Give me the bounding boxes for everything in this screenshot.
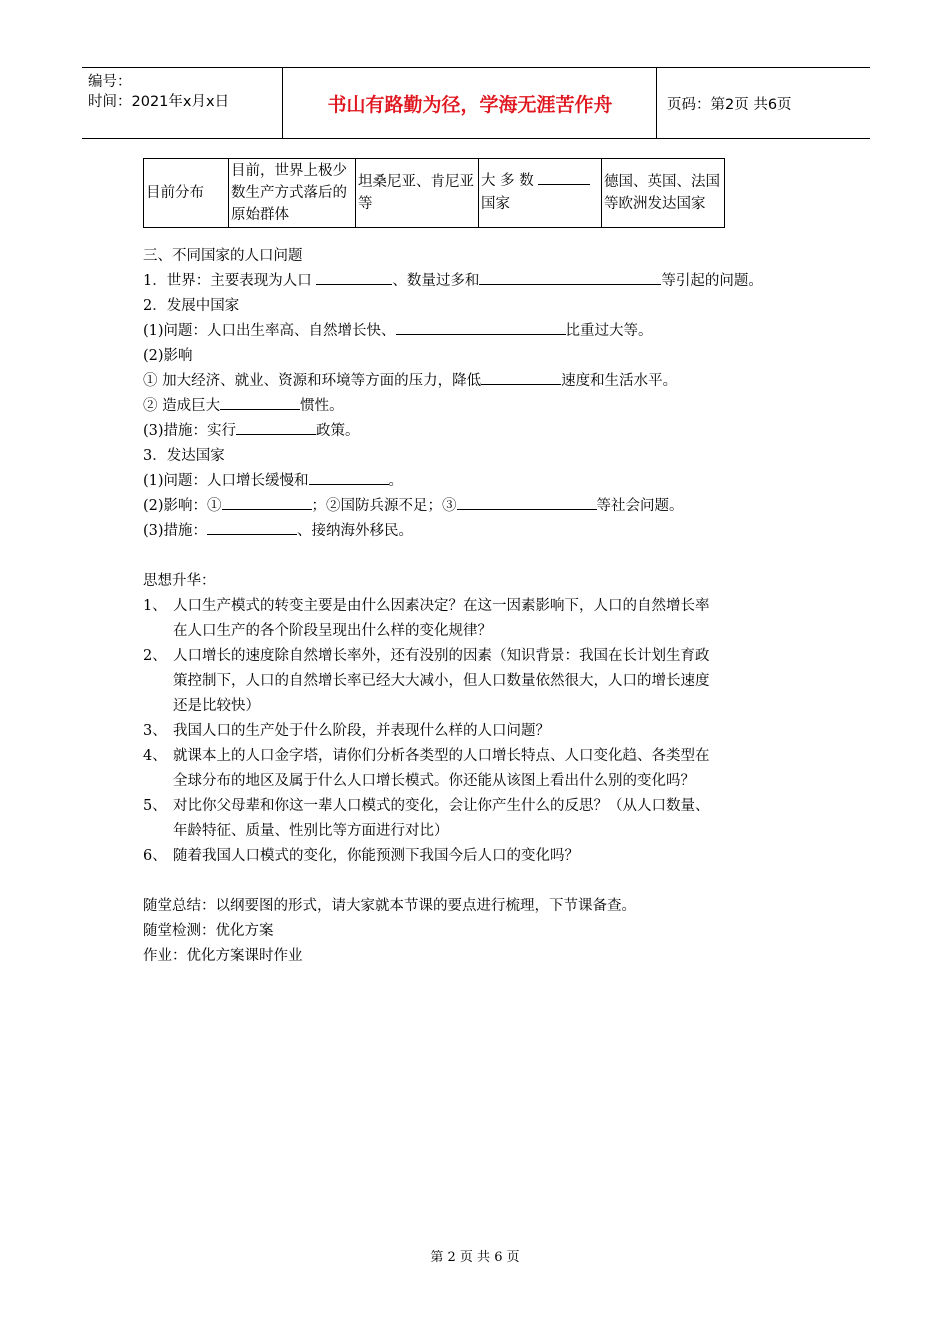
fill-blank bbox=[236, 420, 316, 435]
dvd-impact-line: (2)影响：① ；②国防兵源不足；③ 等社会问题。 bbox=[143, 494, 833, 519]
time-label: 时间：2021年x月x日 bbox=[88, 94, 230, 110]
table-cell: 德国、英国、法国等欧洲发达国家 bbox=[602, 159, 725, 228]
table-cell-text: 大 多 数 bbox=[481, 173, 534, 189]
fill-blank bbox=[220, 395, 300, 410]
homework-line: 作业：优化方案课时作业 bbox=[143, 948, 303, 964]
list-item: 3、 我国人口的生产处于什么阶段，并表现什么样的人口问题？ bbox=[143, 723, 550, 739]
subsection-title: 2．发展中国家 bbox=[143, 298, 240, 314]
page-footer: 第 2 页 共 6 页 bbox=[430, 1250, 520, 1265]
world-line: 1．世界：主要表现为人口 、数量过多和 等引起的问题。 bbox=[143, 269, 833, 294]
dev-problem-line: (1)问题：人口出生率高、自然增长快、 比重过大等。 bbox=[143, 319, 833, 344]
serial-label: 编号： bbox=[88, 74, 132, 90]
fill-blank bbox=[479, 270, 661, 285]
dev-impact-1: ① 加大经济、就业、资源和环境等方面的压力，降低 速度和生活水平。 bbox=[143, 369, 833, 394]
dev-measure-line: (3)措施：实行 政策。 bbox=[143, 419, 833, 444]
subsection-title: 3．发达国家 bbox=[143, 448, 225, 464]
fill-blank bbox=[457, 495, 597, 510]
table-cell: 目前，世界上极少数生产方式落后的原始群体 bbox=[229, 159, 356, 228]
section-title: 三、不同国家的人口问题 bbox=[143, 248, 303, 264]
distribution-table bbox=[143, 158, 725, 228]
summary-line: 随堂总结：以纲要图的形式，请大家就本节课的要点进行梳理，下节课备查。 bbox=[143, 898, 636, 914]
table-row-label: 目前分布 bbox=[144, 159, 229, 228]
header-meta bbox=[88, 72, 229, 112]
page-indicator: 页码：第2页 共6页 bbox=[667, 97, 792, 113]
list-item: 5、 对比你父母辈和你这一辈人口模式的变化，会让你产生什么的反思？（从人口数量、 年龄特征、质量、性别比等方面进行对比） bbox=[143, 798, 710, 839]
page-header bbox=[82, 67, 870, 139]
table-cell bbox=[479, 159, 602, 228]
fill-blank bbox=[481, 370, 561, 385]
fill-blank bbox=[222, 495, 312, 510]
table-cell: 坦桑尼亚、肯尼亚等 bbox=[356, 159, 479, 228]
table-cell-text: 国家 bbox=[481, 196, 510, 212]
list-item: 6、 随着我国人口模式的变化，你能预测下我国今后人口的变化吗？ bbox=[143, 848, 579, 864]
list-item: 4、 就课本上的人口金字塔，请你们分析各类型的人口增长特点、人口变化趋、各类型在 全球分布的地区及属于什么人口增长模式。你还能从该图上看出什么别的变化吗？ bbox=[143, 748, 710, 789]
dev-impact-label: (2)影响 bbox=[143, 348, 193, 364]
fill-blank bbox=[316, 270, 392, 285]
fill-blank bbox=[309, 470, 389, 485]
list-item: 1、 人口生产模式的转变主要是由什么因素决定？在这一因素影响下，人口的自然增长率 在人口生产的各个阶段呈现出什么样的变化规律？ bbox=[143, 598, 710, 639]
thinking-title: 思想升华： bbox=[143, 573, 216, 589]
header-motto: 书山有路勤为径，学海无涯苦作舟 bbox=[327, 94, 613, 116]
test-line: 随堂检测：优化方案 bbox=[143, 923, 274, 939]
dvd-problem-line: (1)问题：人口增长缓慢和 。 bbox=[143, 469, 833, 494]
fill-blank bbox=[207, 520, 297, 535]
dvd-measure-line: (3)措施： 、接纳海外移民。 bbox=[143, 519, 833, 544]
header-divider bbox=[656, 68, 657, 138]
dev-impact-2: ② 造成巨大 惯性。 bbox=[143, 394, 833, 419]
table-row bbox=[144, 159, 725, 228]
fill-blank bbox=[538, 170, 590, 185]
main-content bbox=[143, 244, 833, 969]
header-divider bbox=[282, 68, 283, 138]
fill-blank bbox=[396, 320, 566, 335]
list-item: 2、 人口增长的速度除自然增长率外，还有没别的因素（知识背景：我国在长计划生育政 策控制下，人口的自然增长率已经大大减小，但人口数量依然很大，人口的增长速度 还是比较快） bbox=[143, 648, 710, 714]
